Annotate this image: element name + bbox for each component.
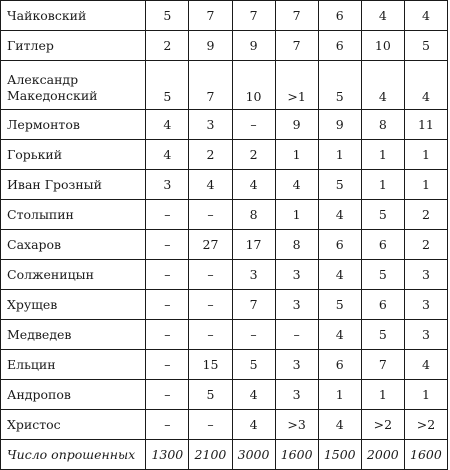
- value-cell: –: [275, 320, 318, 350]
- value-cell: >2: [404, 410, 447, 440]
- table-row: [1, 260, 448, 290]
- row-label: Чайковский: [1, 1, 146, 31]
- value-cell: 11: [404, 110, 447, 140]
- value-cell: 4: [318, 320, 361, 350]
- value-cell: 2000: [361, 440, 404, 470]
- table-row: [1, 380, 448, 410]
- value-cell: 4: [404, 1, 447, 31]
- value-cell: 2: [232, 140, 275, 170]
- value-cell: 2: [404, 230, 447, 260]
- value-cell: 5: [361, 260, 404, 290]
- value-cell: –: [146, 320, 189, 350]
- value-cell: 4: [146, 140, 189, 170]
- value-cell: 2: [189, 140, 232, 170]
- value-cell: –: [189, 200, 232, 230]
- value-cell: 1300: [146, 440, 189, 470]
- value-cell: 3: [275, 290, 318, 320]
- table-body: [1, 1, 448, 470]
- value-cell: 6: [318, 350, 361, 380]
- value-cell: 9: [275, 110, 318, 140]
- row-label: Число опрошенных: [1, 440, 146, 470]
- value-cell: 1: [318, 140, 361, 170]
- value-cell: –: [146, 200, 189, 230]
- value-cell: 5: [146, 61, 189, 110]
- row-label: Лермонтов: [1, 110, 146, 140]
- value-cell: 5: [318, 290, 361, 320]
- value-cell: 4: [275, 170, 318, 200]
- table-row: [1, 110, 448, 140]
- value-cell: 4: [189, 170, 232, 200]
- table-row: [1, 170, 448, 200]
- value-cell: 8: [232, 200, 275, 230]
- value-cell: 1: [404, 140, 447, 170]
- value-cell: >2: [361, 410, 404, 440]
- row-label: Христос: [1, 410, 146, 440]
- value-cell: 7: [232, 290, 275, 320]
- row-label: Медведев: [1, 320, 146, 350]
- value-cell: –: [189, 320, 232, 350]
- value-cell: 4: [232, 410, 275, 440]
- value-cell: 5: [404, 31, 447, 61]
- table-row: [1, 320, 448, 350]
- value-cell: 5: [232, 350, 275, 380]
- value-cell: 3: [275, 350, 318, 380]
- value-cell: –: [146, 230, 189, 260]
- value-cell: 3000: [232, 440, 275, 470]
- value-cell: –: [146, 290, 189, 320]
- value-cell: 1: [275, 200, 318, 230]
- value-cell: –: [189, 260, 232, 290]
- value-cell: 1: [318, 380, 361, 410]
- value-cell: –: [232, 320, 275, 350]
- value-cell: 8: [275, 230, 318, 260]
- value-cell: –: [146, 350, 189, 380]
- value-cell: 1: [404, 380, 447, 410]
- row-label: Андропов: [1, 380, 146, 410]
- value-cell: 3: [404, 320, 447, 350]
- row-label: Хрущев: [1, 290, 146, 320]
- value-cell: 27: [189, 230, 232, 260]
- value-cell: 5: [146, 1, 189, 31]
- value-cell: 4: [404, 61, 447, 110]
- value-cell: 10: [232, 61, 275, 110]
- value-cell: 3: [404, 290, 447, 320]
- value-cell: 2: [146, 31, 189, 61]
- value-cell: –: [189, 290, 232, 320]
- value-cell: 3: [189, 110, 232, 140]
- value-cell: 1: [361, 380, 404, 410]
- value-cell: >1: [275, 61, 318, 110]
- value-cell: 9: [189, 31, 232, 61]
- value-cell: 3: [404, 260, 447, 290]
- table-row: [1, 290, 448, 320]
- table-footer-row: [1, 440, 448, 470]
- value-cell: 7: [361, 350, 404, 380]
- value-cell: –: [146, 380, 189, 410]
- value-cell: –: [232, 110, 275, 140]
- value-cell: 5: [318, 170, 361, 200]
- row-label: Ельцин: [1, 350, 146, 380]
- table-row: [1, 61, 448, 110]
- row-label: Александр Македонский: [1, 61, 146, 110]
- value-cell: 4: [318, 260, 361, 290]
- value-cell: 2: [404, 200, 447, 230]
- value-cell: 6: [318, 31, 361, 61]
- table-row: [1, 140, 448, 170]
- value-cell: 4: [232, 380, 275, 410]
- row-label: Столыпин: [1, 200, 146, 230]
- value-cell: –: [146, 410, 189, 440]
- value-cell: 3: [232, 260, 275, 290]
- value-cell: 4: [318, 200, 361, 230]
- value-cell: 5: [318, 61, 361, 110]
- value-cell: 5: [189, 380, 232, 410]
- value-cell: 3: [146, 170, 189, 200]
- value-cell: 7: [232, 1, 275, 31]
- value-cell: 1600: [404, 440, 447, 470]
- value-cell: 4: [361, 1, 404, 31]
- value-cell: 6: [318, 1, 361, 31]
- value-cell: 4: [404, 350, 447, 380]
- value-cell: 7: [189, 1, 232, 31]
- value-cell: 15: [189, 350, 232, 380]
- table-row: [1, 410, 448, 440]
- row-label: Иван Грозный: [1, 170, 146, 200]
- value-cell: 7: [275, 31, 318, 61]
- value-cell: 7: [275, 1, 318, 31]
- table-row: [1, 230, 448, 260]
- row-label: Гитлер: [1, 31, 146, 61]
- row-label: Горький: [1, 140, 146, 170]
- table-row: [1, 1, 448, 31]
- value-cell: 6: [318, 230, 361, 260]
- value-cell: 1: [275, 140, 318, 170]
- value-cell: 1: [404, 170, 447, 200]
- value-cell: 10: [361, 31, 404, 61]
- value-cell: 4: [146, 110, 189, 140]
- table-row: [1, 31, 448, 61]
- value-cell: 2100: [189, 440, 232, 470]
- value-cell: 7: [189, 61, 232, 110]
- value-cell: 6: [361, 290, 404, 320]
- value-cell: 5: [361, 200, 404, 230]
- value-cell: 4: [361, 61, 404, 110]
- value-cell: –: [146, 260, 189, 290]
- value-cell: 4: [318, 410, 361, 440]
- value-cell: 1: [361, 170, 404, 200]
- value-cell: 4: [232, 170, 275, 200]
- value-cell: 9: [318, 110, 361, 140]
- value-cell: 1600: [275, 440, 318, 470]
- value-cell: 1: [361, 140, 404, 170]
- value-cell: >3: [275, 410, 318, 440]
- value-cell: 17: [232, 230, 275, 260]
- value-cell: 3: [275, 260, 318, 290]
- value-cell: 3: [275, 380, 318, 410]
- row-label: Солженицын: [1, 260, 146, 290]
- value-cell: 1500: [318, 440, 361, 470]
- table-row: [1, 350, 448, 380]
- value-cell: –: [189, 410, 232, 440]
- value-cell: 6: [361, 230, 404, 260]
- value-cell: 5: [361, 320, 404, 350]
- table-row: [1, 200, 448, 230]
- value-cell: 8: [361, 110, 404, 140]
- value-cell: 9: [232, 31, 275, 61]
- row-label: Сахаров: [1, 230, 146, 260]
